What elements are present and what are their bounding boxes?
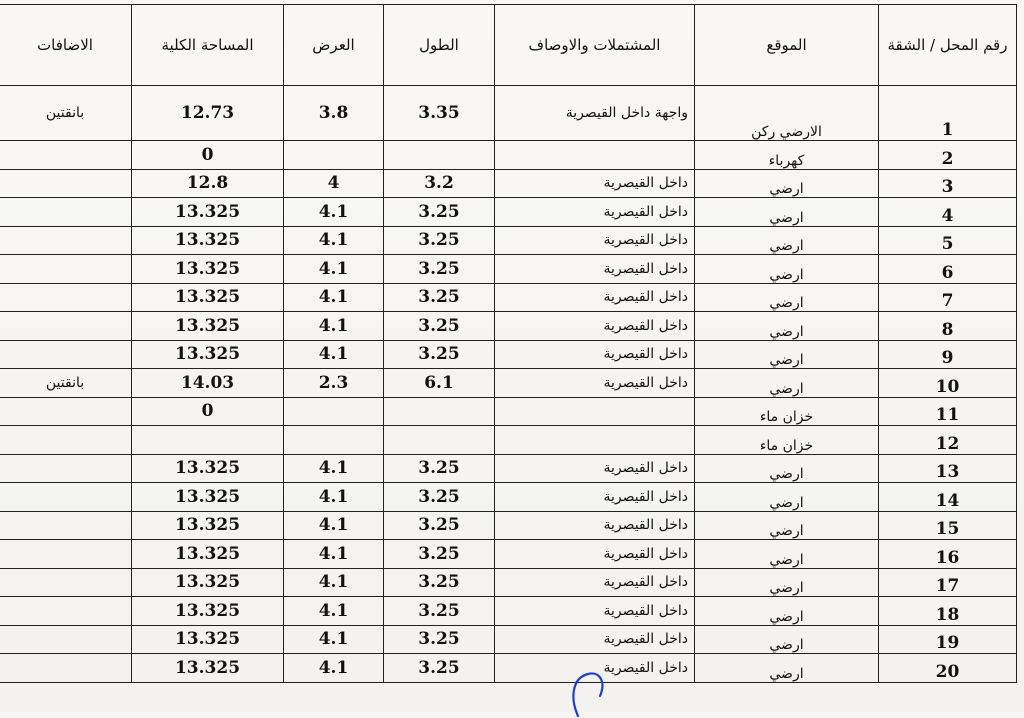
unit-number-cell: 8: [879, 312, 1017, 341]
total-area-cell: 13.325: [132, 454, 284, 483]
table-row: [0, 483, 1017, 512]
unit-number-cell: 20: [879, 654, 1017, 683]
total-area-cell: 13.325: [132, 568, 284, 597]
table-row: [0, 226, 1017, 255]
unit-number-cell: 18: [879, 597, 1017, 626]
additions-cell: [0, 625, 132, 654]
header-width: العرض: [284, 5, 384, 86]
table-row: [0, 312, 1017, 341]
location-cell: ارضي: [695, 340, 879, 369]
width-cell: [284, 141, 384, 170]
description-cell: [495, 426, 695, 455]
description-cell: داخل القيصرية: [495, 625, 695, 654]
pen-scribble: [560, 668, 620, 718]
length-cell: 3.25: [384, 540, 495, 569]
location-cell: كهرباء: [695, 141, 879, 170]
description-cell: داخل القيصرية: [495, 226, 695, 255]
width-cell: 4: [284, 169, 384, 198]
total-area-cell: 12.73: [132, 86, 284, 141]
location-cell: خزان ماء: [695, 426, 879, 455]
length-cell: 3.35: [384, 86, 495, 141]
total-area-cell: 13.325: [132, 511, 284, 540]
location-cell: ارضي: [695, 255, 879, 284]
unit-number-cell: 2: [879, 141, 1017, 170]
length-cell: 3.25: [384, 654, 495, 683]
additions-cell: [0, 511, 132, 540]
table-row: [0, 369, 1017, 398]
table-row: [0, 141, 1017, 170]
additions-cell: [0, 597, 132, 626]
additions-cell: [0, 426, 132, 455]
unit-number-cell: 17: [879, 568, 1017, 597]
length-cell: 3.25: [384, 283, 495, 312]
length-cell: 3.25: [384, 568, 495, 597]
location-cell: ارضي: [695, 511, 879, 540]
width-cell: 4.1: [284, 540, 384, 569]
location-cell: ارضي: [695, 568, 879, 597]
additions-cell: بانقتين: [0, 369, 132, 398]
description-cell: [495, 397, 695, 426]
total-area-cell: 0: [132, 141, 284, 170]
total-area-cell: 13.325: [132, 255, 284, 284]
length-cell: [384, 397, 495, 426]
additions-cell: [0, 198, 132, 227]
description-cell: داخل القيصرية: [495, 340, 695, 369]
width-cell: [284, 426, 384, 455]
header-location: الموقع: [695, 5, 879, 86]
width-cell: 4.1: [284, 483, 384, 512]
total-area-cell: 13.325: [132, 198, 284, 227]
total-area-cell: 13.325: [132, 283, 284, 312]
width-cell: 4.1: [284, 597, 384, 626]
length-cell: 3.25: [384, 198, 495, 227]
description-cell: داخل القيصرية: [495, 540, 695, 569]
units-table: [0, 4, 1017, 683]
unit-number-cell: 11: [879, 397, 1017, 426]
description-cell: داخل القيصرية: [495, 597, 695, 626]
description-cell: داخل القيصرية: [495, 255, 695, 284]
description-cell: واجهة داخل القيصرية: [495, 86, 695, 141]
length-cell: 3.25: [384, 255, 495, 284]
header-unit-number: رقم المحل / الشقة: [879, 5, 1017, 86]
additions-cell: بانقتين: [0, 86, 132, 141]
unit-number-cell: 5: [879, 226, 1017, 255]
description-cell: داخل القيصرية: [495, 454, 695, 483]
width-cell: 4.1: [284, 654, 384, 683]
total-area-cell: 13.325: [132, 340, 284, 369]
additions-cell: [0, 454, 132, 483]
total-area-cell: 13.325: [132, 625, 284, 654]
width-cell: 4.1: [284, 454, 384, 483]
location-cell: ارضي: [695, 483, 879, 512]
location-cell: ارضي: [695, 625, 879, 654]
additions-cell: [0, 226, 132, 255]
unit-number-cell: 1: [879, 86, 1017, 141]
length-cell: 6.1: [384, 369, 495, 398]
additions-cell: [0, 283, 132, 312]
total-area-cell: 13.325: [132, 312, 284, 341]
additions-cell: [0, 540, 132, 569]
description-cell: داخل القيصرية: [495, 312, 695, 341]
table-row: [0, 540, 1017, 569]
total-area-cell: [132, 426, 284, 455]
location-cell: ارضي: [695, 369, 879, 398]
width-cell: 4.1: [284, 340, 384, 369]
additions-cell: [0, 397, 132, 426]
additions-cell: [0, 340, 132, 369]
description-cell: داخل القيصرية: [495, 511, 695, 540]
length-cell: 3.2: [384, 169, 495, 198]
description-cell: داخل القيصرية: [495, 568, 695, 597]
location-cell: ارضي: [695, 654, 879, 683]
length-cell: [384, 141, 495, 170]
width-cell: 2.3: [284, 369, 384, 398]
table-row: [0, 86, 1017, 141]
length-cell: 3.25: [384, 625, 495, 654]
table-row: [0, 255, 1017, 284]
table-row: [0, 198, 1017, 227]
description-cell: داخل القيصرية: [495, 654, 695, 683]
table-row: [0, 654, 1017, 683]
description-cell: داخل القيصرية: [495, 169, 695, 198]
additions-cell: [0, 255, 132, 284]
length-cell: 3.25: [384, 483, 495, 512]
unit-number-cell: 16: [879, 540, 1017, 569]
description-cell: داخل القيصرية: [495, 483, 695, 512]
total-area-cell: 13.325: [132, 654, 284, 683]
location-cell: ارضي: [695, 454, 879, 483]
table-row: [0, 568, 1017, 597]
header-description: المشتملات والاوصاف: [495, 5, 695, 86]
unit-number-cell: 19: [879, 625, 1017, 654]
total-area-cell: 14.03: [132, 369, 284, 398]
width-cell: 4.1: [284, 511, 384, 540]
length-cell: [384, 426, 495, 455]
table-row: [0, 454, 1017, 483]
width-cell: 4.1: [284, 568, 384, 597]
description-cell: داخل القيصرية: [495, 369, 695, 398]
length-cell: 3.25: [384, 226, 495, 255]
length-cell: 3.25: [384, 511, 495, 540]
width-cell: 4.1: [284, 226, 384, 255]
width-cell: [284, 397, 384, 426]
unit-number-cell: 15: [879, 511, 1017, 540]
total-area-cell: 13.325: [132, 597, 284, 626]
length-cell: 3.25: [384, 312, 495, 341]
length-cell: 3.25: [384, 454, 495, 483]
total-area-cell: 13.325: [132, 483, 284, 512]
header-length: الطول: [384, 5, 495, 86]
location-cell: ارضي: [695, 283, 879, 312]
location-cell: الارضي ركن: [695, 86, 879, 141]
total-area-cell: 13.325: [132, 540, 284, 569]
unit-number-cell: 14: [879, 483, 1017, 512]
table-row: [0, 169, 1017, 198]
location-cell: ارضي: [695, 226, 879, 255]
width-cell: 4.1: [284, 198, 384, 227]
description-cell: داخل القيصرية: [495, 283, 695, 312]
unit-number-cell: 9: [879, 340, 1017, 369]
table-row: [0, 397, 1017, 426]
description-cell: داخل القيصرية: [495, 198, 695, 227]
width-cell: 4.1: [284, 283, 384, 312]
table-row: [0, 597, 1017, 626]
description-cell: [495, 141, 695, 170]
width-cell: 4.1: [284, 625, 384, 654]
location-cell: ارضي: [695, 540, 879, 569]
width-cell: 4.1: [284, 255, 384, 284]
additions-cell: [0, 568, 132, 597]
length-cell: 3.25: [384, 597, 495, 626]
location-cell: ارضي: [695, 198, 879, 227]
header-total-area: المساحة الكلية: [132, 5, 284, 86]
length-cell: 3.25: [384, 340, 495, 369]
total-area-cell: 13.325: [132, 226, 284, 255]
location-cell: ارضي: [695, 597, 879, 626]
total-area-cell: 0: [132, 397, 284, 426]
total-area-cell: 12.8: [132, 169, 284, 198]
table-row: [0, 625, 1017, 654]
location-cell: خزان ماء: [695, 397, 879, 426]
table-row: [0, 340, 1017, 369]
location-cell: ارضي: [695, 169, 879, 198]
unit-number-cell: 4: [879, 198, 1017, 227]
additions-cell: [0, 312, 132, 341]
width-cell: 4.1: [284, 312, 384, 341]
additions-cell: [0, 483, 132, 512]
unit-number-cell: 13: [879, 454, 1017, 483]
header-additions: الاضافات: [0, 5, 132, 86]
unit-number-cell: 3: [879, 169, 1017, 198]
header-row: [0, 5, 1017, 86]
table-row: [0, 283, 1017, 312]
unit-number-cell: 10: [879, 369, 1017, 398]
table-row: [0, 426, 1017, 455]
table-row: [0, 511, 1017, 540]
additions-cell: [0, 654, 132, 683]
unit-number-cell: 6: [879, 255, 1017, 284]
width-cell: 3.8: [284, 86, 384, 141]
location-cell: ارضي: [695, 312, 879, 341]
additions-cell: [0, 141, 132, 170]
unit-number-cell: 7: [879, 283, 1017, 312]
unit-number-cell: 12: [879, 426, 1017, 455]
additions-cell: [0, 169, 132, 198]
